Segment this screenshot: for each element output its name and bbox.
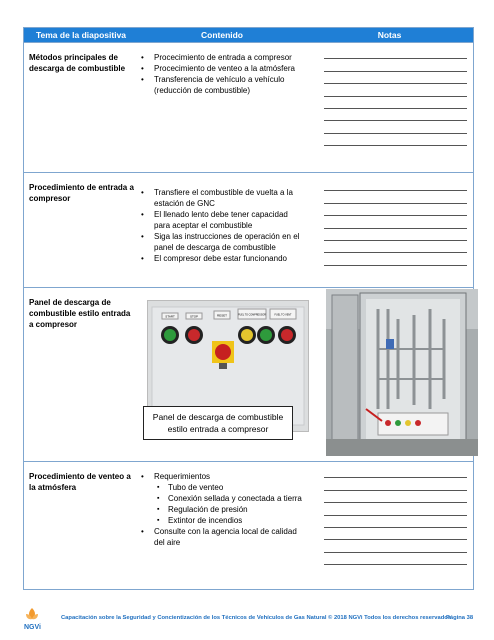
notes-lines — [306, 43, 473, 172]
footer-text: Capacitación sobre la Seguridad y Concientización de los Técnicos de Vehículos de Gas Natural © 2018 NGVi Todos los derechos reservados — [61, 615, 451, 621]
svg-text:NGVi: NGVi — [24, 624, 41, 631]
panel-label: STOP — [189, 314, 199, 319]
row-content — [138, 173, 306, 287]
sub-list-item: ▪ Regulación de presión — [168, 504, 306, 515]
header-topic: Tema de la diapositiva — [35, 30, 127, 40]
row-content — [138, 462, 306, 589]
ngvi-logo — [20, 606, 54, 631]
header-notes: Notas — [377, 30, 402, 40]
list-item: • Transferencia de vehículo a vehículo (reducción de combustible) — [152, 74, 306, 96]
panel-label: FUEL TO COMPRESSOR — [238, 313, 266, 317]
photo-area — [138, 288, 473, 458]
list-item: • El llenado lento debe tener capacidad para aceptar el combustible — [152, 209, 306, 231]
row-topic: Panel de descarga de combustible estilo entrada a compresor — [29, 298, 131, 329]
page-number: Página 38 — [446, 615, 474, 621]
list-item: • Requerimientos ▪ Tubo de venteo ▪ Conexión sellada y conectada a tierra ▪ Regulación de presión ▪ Extintor de incendios — [152, 471, 306, 526]
row-content — [138, 43, 306, 172]
panel-label: START — [165, 314, 175, 319]
table-header — [24, 28, 473, 42]
photo-caption: Panel de descarga de combustible estilo entrada a compresor — [143, 406, 293, 440]
table-row — [24, 287, 473, 461]
table-row — [24, 42, 473, 172]
cabinet-photo — [326, 289, 478, 456]
panel-label: FUEL TO VENT — [274, 313, 292, 317]
row-topic: Procedimiento de venteo a la atmósfera — [29, 472, 131, 492]
row-topic: Procedimiento de entrada a compresor — [29, 183, 134, 203]
notes-lines — [306, 173, 473, 287]
list-item: • El compresor debe estar funcionando — [152, 253, 306, 264]
row-topic: Métodos principales de descarga de combustible — [29, 53, 126, 73]
sub-list-item: ▪ Conexión sellada y conectada a tierra — [168, 493, 306, 504]
list-item: • Consulte con la agencia local de calidad del aire — [152, 526, 306, 548]
notes-table — [23, 27, 474, 590]
panel-label: RESET — [216, 313, 228, 318]
list-item: • Procecimiento de venteo a la atmósfera — [152, 63, 306, 74]
list-item: • Siga las instrucciones de operación en el panel de descarga de combustible — [152, 231, 306, 253]
page-footer — [0, 606, 494, 631]
table-row — [24, 172, 473, 287]
list-item: • Transfiere el combustible de vuelta a la estación de GNC — [152, 187, 306, 209]
table-row — [24, 461, 473, 589]
notes-lines — [306, 462, 473, 589]
sub-list-item: ▪ Extintor de incendios — [168, 515, 306, 526]
sub-list-item: ▪ Tubo de venteo — [168, 482, 306, 493]
header-content: Contenido — [200, 30, 244, 40]
list-item: • Procecimiento de entrada a compresor — [152, 52, 306, 63]
